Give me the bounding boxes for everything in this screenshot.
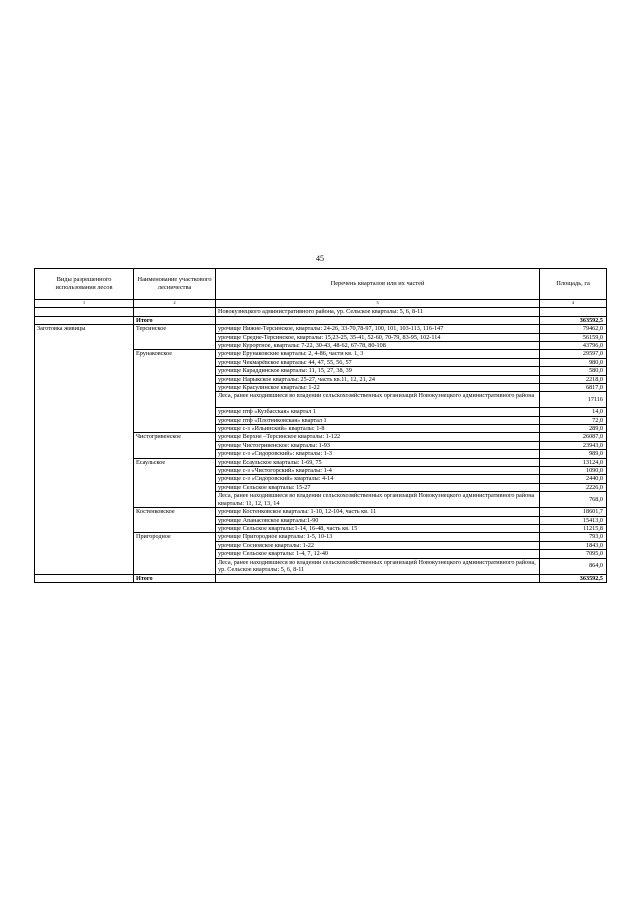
quarters-text: урочище Пригородное кварталы: 1-5, 10-13 bbox=[216, 533, 540, 541]
area-value: 18601,7 bbox=[540, 508, 607, 516]
quarters-text: урочище Сельское кварталы:1-14, 16-48, часть кв. 15 bbox=[216, 524, 540, 532]
quarters-text: урочище Курортное, кварталы: 7-22, 30-43, 48-62, 67-78, 80-108 bbox=[216, 341, 540, 349]
quarters-text: урочище Нижне-Терсинское, кварталы: 24-26, 33-70,78-97, 100, 101, 103-113, 116-147 bbox=[216, 325, 540, 333]
area-value: 15413,0 bbox=[540, 516, 607, 524]
quarters-text: урочище Караддинское кварталы: 11, 15, 27, 38, 39 bbox=[216, 367, 540, 375]
area-value: 2218,0 bbox=[540, 375, 607, 383]
quarters-text: урочище Костенковское кварталы: 1-10, 12-104, часть кв. 11 bbox=[216, 508, 540, 516]
quarters-text: урочище птф «Плотниковская» квартал 1 bbox=[216, 416, 540, 424]
quarters-text: урочище Чекмарёвское кварталы: 44, 47, 55, 56, 57 bbox=[216, 358, 540, 366]
total-label: Итого bbox=[134, 574, 216, 582]
carry-over-text: Новокузнецкого административного района, ур. Сельское кварталы: 5, 6, 8-11 bbox=[216, 308, 540, 316]
quarters-text: урочище Сосновское кварталы: 1-22 bbox=[216, 541, 540, 549]
quarters-text: урочище с-з «Ильинский» кварталы: 1-8 bbox=[216, 425, 540, 433]
area-value: 793,0 bbox=[540, 533, 607, 541]
quarters-text: урочище Есаульское кварталы: 1-69, 75 bbox=[216, 458, 540, 466]
quarters-text: урочище Средне-Терсинское, кварталы: 15,23-25, 35-41, 52-60, 70-79, 83-95, 102-114 bbox=[216, 333, 540, 341]
total-row bbox=[35, 316, 607, 324]
area-value: 13124,0 bbox=[540, 458, 607, 466]
forestry-name: Терсинское bbox=[134, 325, 216, 350]
total-value: 363592,5 bbox=[540, 574, 607, 582]
area-value: 768,0 bbox=[540, 492, 607, 508]
column-number: 2 bbox=[134, 300, 216, 308]
area-value: 26087,0 bbox=[540, 433, 607, 441]
area-value: 2226,0 bbox=[540, 483, 607, 491]
area-value: 11215,8 bbox=[540, 524, 607, 532]
area-value: 6817,0 bbox=[540, 383, 607, 391]
quarters-text: урочище Апанасовское кварталы:1-90 bbox=[216, 516, 540, 524]
table-row bbox=[35, 325, 607, 333]
quarters-text: урочище Нарыкское кварталы: 25-27, часть кв.11, 12, 21, 24 bbox=[216, 375, 540, 383]
table-row bbox=[35, 308, 607, 316]
quarters-text: Леса, ранее находившиеся во владении сельскохозяйственных организаций Новокузнецкого административного района bbox=[216, 392, 540, 408]
quarters-text: урочище Сельское кварталы: 15-27 bbox=[216, 483, 540, 491]
quarters-text: урочище с-з «Чистогорский» кварталы: 1-4 bbox=[216, 467, 540, 475]
quarters-text: Леса, ранее находившиеся во владении сельскохозяйственных организаций Новокузнецкого административного района, ур. Сельское кварталы: 5, 6, 8-11 bbox=[216, 558, 540, 574]
area-value: 23943,0 bbox=[540, 441, 607, 449]
header-quarters: Перечень кварталов или их частей bbox=[216, 269, 540, 300]
quarters-text: урочище с-з «Сидоровский»: кварталы: 1-3 bbox=[216, 450, 540, 458]
forestry-name: Костенковское bbox=[134, 508, 216, 533]
area-value: 2440,0 bbox=[540, 475, 607, 483]
forestry-name: Ерунаковское bbox=[134, 350, 216, 433]
quarters-text: урочище Верхне –Терсинское кварталы: 1-122 bbox=[216, 433, 540, 441]
quarters-text: урочище Красулинское кварталы: 1-22 bbox=[216, 383, 540, 391]
area-value: 56159,0 bbox=[540, 333, 607, 341]
total-label: Итого bbox=[134, 316, 216, 324]
area-value: 1843,0 bbox=[540, 541, 607, 549]
header-area: Площадь, га bbox=[540, 269, 607, 300]
quarters-text: урочище Чистогривенское: кварталы: 1-93 bbox=[216, 441, 540, 449]
area-value: 79462,0 bbox=[540, 325, 607, 333]
quarters-text: урочище птф «Кузбасская» квартал 1 bbox=[216, 408, 540, 416]
column-number: 1 bbox=[35, 300, 134, 308]
area-value: 864,0 bbox=[540, 558, 607, 574]
total-row bbox=[35, 574, 607, 582]
quarters-text: урочище Сельское кварталы: 1-4, 7, 12-40 bbox=[216, 550, 540, 558]
area-value: 989,0 bbox=[540, 450, 607, 458]
area-value: 7095,0 bbox=[540, 550, 607, 558]
column-number: 3 bbox=[216, 300, 540, 308]
area-value: 980,0 bbox=[540, 358, 607, 366]
area-value: 29597,0 bbox=[540, 350, 607, 358]
header-use-type: Виды разрешенного использования лесов bbox=[35, 269, 134, 300]
total-value: 363592,5 bbox=[540, 316, 607, 324]
area-value: 72,0 bbox=[540, 416, 607, 424]
quarters-text: Леса, ранее находившиеся во владении сельскохозяйственных организаций Новокузнецкого административного района кварталы: 11, 12, 13, 14 bbox=[216, 492, 540, 508]
header-forestry: Наименование участкового лесничества bbox=[134, 269, 216, 300]
forestry-name: Пригородное bbox=[134, 533, 216, 574]
area-value: 17116 bbox=[540, 392, 607, 408]
quarters-text: урочище Ерунаковские кварталы: 2, 4-86, части кв. 1, 3 bbox=[216, 350, 540, 358]
area-value: 1090,0 bbox=[540, 467, 607, 475]
forestry-name: Есаульское bbox=[134, 458, 216, 508]
quarters-text: урочище с-з «Сидоровский» кварталы: 4-14 bbox=[216, 475, 540, 483]
forest-use-table bbox=[34, 268, 607, 583]
use-type-cell: Заготовка живицы bbox=[35, 325, 134, 574]
column-number: 4 bbox=[540, 300, 607, 308]
area-value: 289,0 bbox=[540, 425, 607, 433]
area-value: 580,0 bbox=[540, 367, 607, 375]
area-value: 14,0 bbox=[540, 408, 607, 416]
page-number: 45 bbox=[316, 254, 324, 263]
area-value: 43796,0 bbox=[540, 341, 607, 349]
forestry-name: Чистогривенское bbox=[134, 433, 216, 458]
